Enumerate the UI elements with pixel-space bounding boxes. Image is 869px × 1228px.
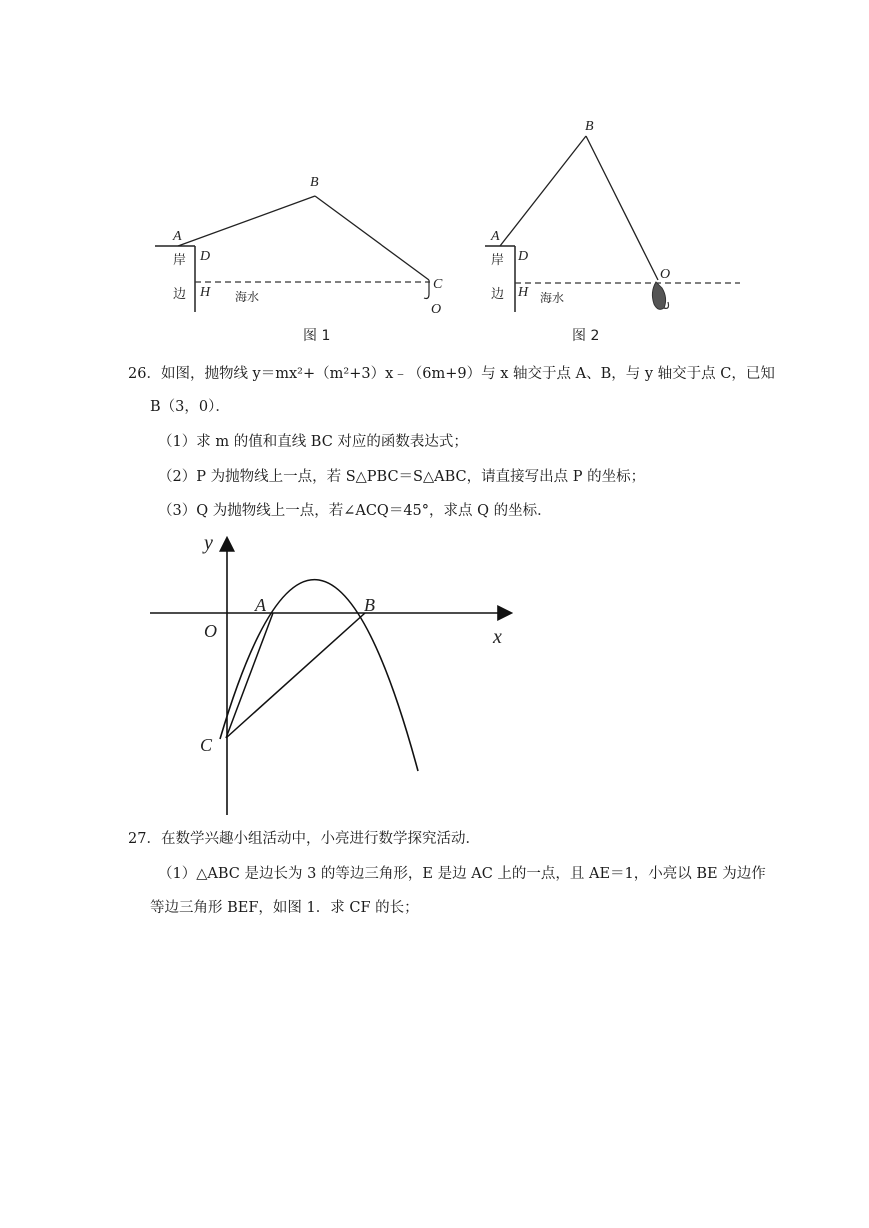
q26-part-1: （1）求 m 的值和直线 BC 对应的函数表达式； <box>158 434 468 450</box>
q27-number: 27． <box>128 831 161 847</box>
figure-2 <box>470 110 760 350</box>
label-d: D <box>518 249 529 264</box>
label-h: H <box>200 285 211 300</box>
q26-intro-1: 如图，抛物线 y＝mx²+（m²+3）x﹣（6m+9）与 x 轴交于点 A、B，与 y 轴交于点 C，已知 <box>160 366 775 382</box>
label-c: C <box>433 277 443 292</box>
q27-intro: 在数学兴趣小组活动中，小亮进行数学探究活动． <box>160 831 480 847</box>
q26-line-2: B（3，0）． <box>150 399 230 415</box>
label-b: B <box>585 119 594 134</box>
water-text: 海水 <box>540 291 565 305</box>
q27-part-1-a: （1）△ABC 是边长为 3 的等边三角形，E 是边 AC 上的一点，且 AE＝1，小亮以 BE 为边作 <box>158 866 766 882</box>
origin-label: O <box>204 621 217 641</box>
figure-1 <box>140 160 460 350</box>
label-b: B <box>310 175 319 190</box>
point-b-label: B <box>364 595 375 615</box>
shore-text-2: 边 <box>173 287 187 302</box>
label-o: O <box>431 302 442 317</box>
y-axis-label: y <box>204 532 213 554</box>
q26-number: 26． <box>128 366 161 382</box>
shore-text-1: 岸 <box>173 253 187 268</box>
caption: 图 2 <box>572 328 600 344</box>
label-h: H <box>518 285 529 300</box>
label-d: D <box>200 249 211 264</box>
q27-part-1-b: 等边三角形 BEF，如图 1．求 CF 的长； <box>150 900 419 916</box>
label-o: O <box>660 267 671 282</box>
label-a: A <box>491 229 500 244</box>
q26-part-2: （2）P 为抛物线上一点，若 S△PBC＝S△ABC，请直接写出点 P 的坐标； <box>158 469 646 485</box>
x-axis-label: x <box>493 626 502 648</box>
point-a-label: A <box>255 595 266 615</box>
shore-text-2: 边 <box>491 287 505 302</box>
q26-part-3: （3）Q 为抛物线上一点，若∠ACQ＝45°，求点 Q 的坐标． <box>158 503 552 519</box>
q26-line-1 <box>128 364 775 384</box>
parabola-graph <box>140 525 530 820</box>
water-text: 海水 <box>235 290 260 304</box>
point-c-label: C <box>200 735 213 755</box>
shore-text-1: 岸 <box>491 253 505 268</box>
label-a: A <box>173 229 182 244</box>
caption: 图 1 <box>303 328 331 344</box>
q27-line-1 <box>128 829 480 849</box>
